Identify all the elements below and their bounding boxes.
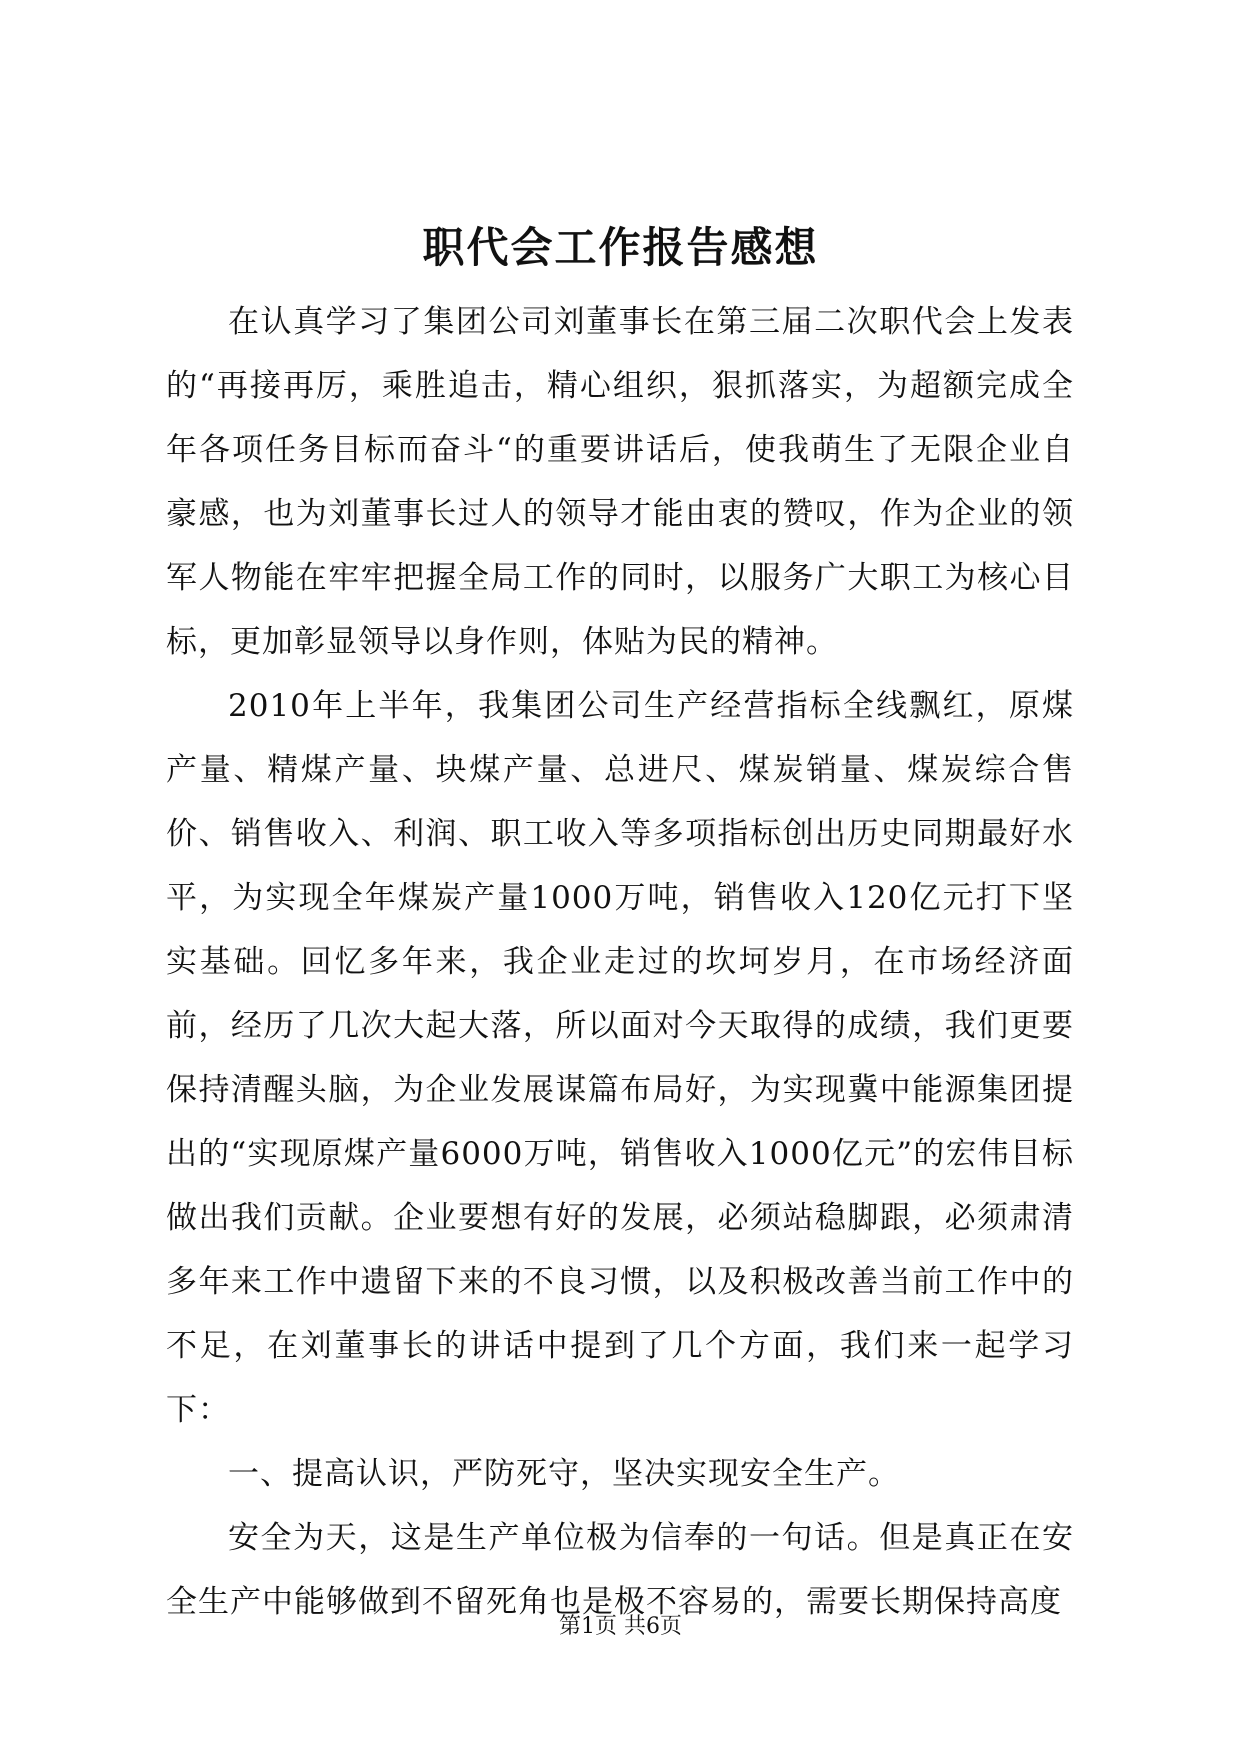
document-body bbox=[166, 290, 1074, 1634]
paragraph-3: 安全为天，这是生产单位极为信奉的一句话。但是真正在安全生产中能够做到不留死角也是极不容易的，需要长期保持高度 bbox=[166, 1520, 1074, 1620]
paragraph-2: 2010年上半年，我集团公司生产经营指标全线飘红，原煤产量、精煤产量、块煤产量、总进尺、煤炭销量、煤炭综合售价、销售收入、利润、职工收入等多项指标创出历史同期最好水平，为实现全年煤炭产量1000万吨，销售收入120亿元打下坚实基础。回忆多年来，我企业走过的坎坷岁月，在市场经济面前，经历了几次大起大落，所以面对今天取得的成绩，我们更要保持清醒头脑，为企业发展谋篇布局好，为实现冀中能源集团提出的“实现原煤产量6000万吨，销售收入1000亿元”的宏伟目标做出我们贡献。企业要想有好的发展，必须站稳脚跟，必须肃清多年来工作中遗留下来的不良习惯，以及积极改善当前工作中的不足，在刘董事长的讲话中提到了几个方面，我们来一起学习下： bbox=[166, 688, 1074, 1428]
page-number-footer: 第1页 共6页 bbox=[559, 1614, 682, 1639]
document-title: 职代会工作报告感想 bbox=[422, 223, 819, 272]
paragraph-1: 在认真学习了集团公司刘董事长在第三届二次职代会上发表的“再接再厉，乘胜追击，精心组织，狠抓落实，为超额完成全年各项任务目标而奋斗“的重要讲话后，使我萌生了无限企业自豪感，也为刘董事长过人的领导才能由衷的赞叹，作为企业的领军人物能在牢牢把握全局工作的同时，以服务广大职工为核心目标，更加彰显领导以身作则，体贴为民的精神。 bbox=[166, 304, 1074, 660]
section-heading-1: 一、提高认识，严防死守，坚决实现安全生产。 bbox=[228, 1456, 900, 1492]
